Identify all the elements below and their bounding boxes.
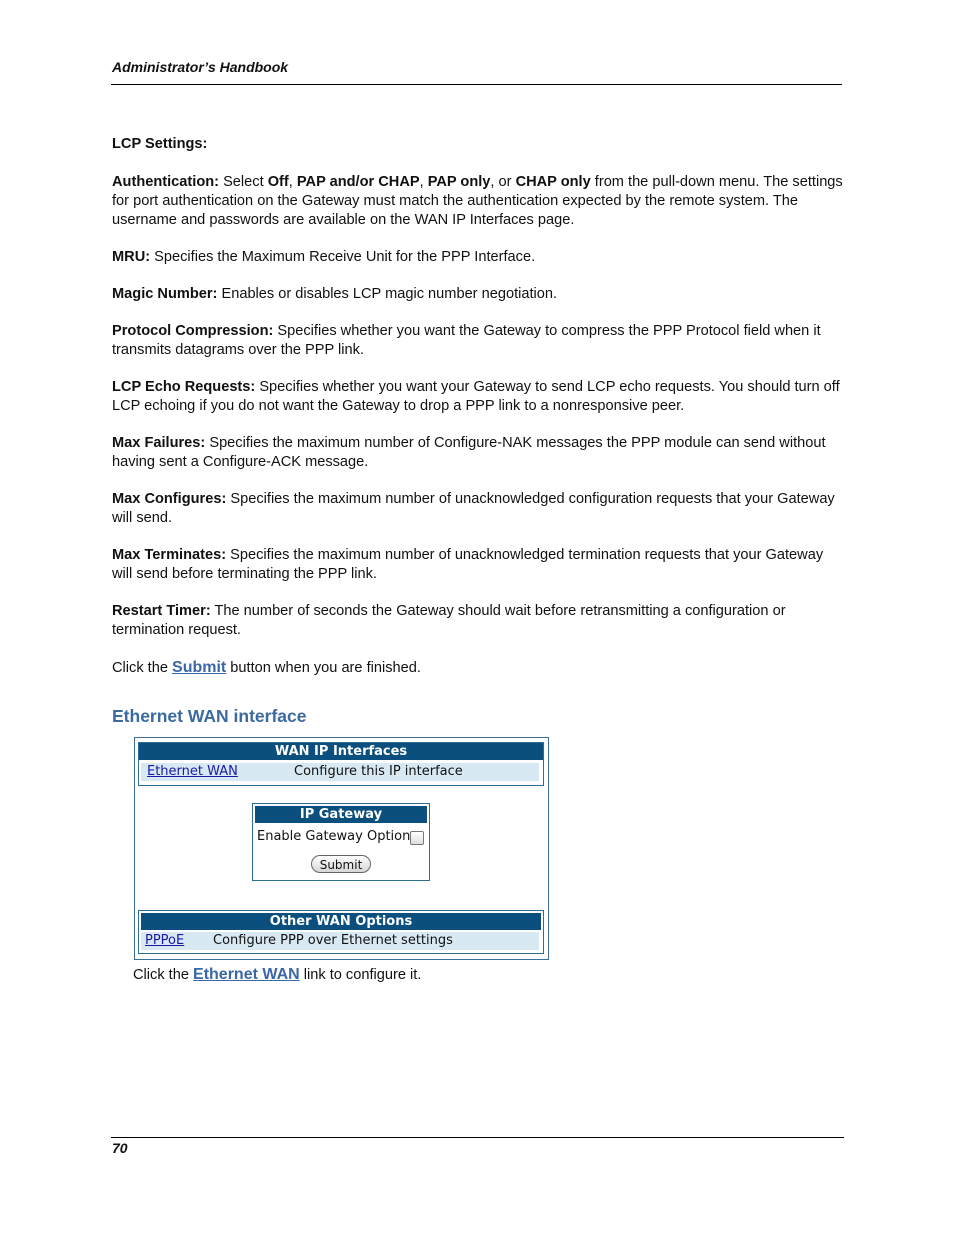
option-chap-only: CHAP only bbox=[515, 174, 591, 190]
figure-caption bbox=[133, 966, 421, 984]
submit-link[interactable]: Submit bbox=[172, 659, 227, 676]
wan-ip-interfaces-header: WAN IP Interfaces bbox=[139, 743, 543, 760]
other-wan-options-panel bbox=[138, 910, 544, 954]
authentication-description: from the pull-down menu. The settings for port authentication on the Gateway must match the authentication expected by the remote system. The username and passwords are available on the WAN IP Interfaces page. bbox=[112, 174, 843, 228]
lcp-echo-term: LCP Echo Requests: bbox=[112, 379, 256, 395]
footer-rule bbox=[111, 1137, 844, 1138]
ip-gateway-panel bbox=[252, 803, 430, 881]
running-header: Administrator’s Handbook bbox=[112, 59, 289, 75]
section-title: Ethernet WAN interface bbox=[112, 706, 307, 726]
lcp-settings-section bbox=[112, 135, 843, 696]
magic-number-term: Magic Number: bbox=[112, 286, 218, 302]
max-configures-term: Max Configures: bbox=[112, 491, 227, 507]
text-fragment: Click the bbox=[112, 660, 173, 676]
magic-number-paragraph bbox=[112, 285, 843, 304]
protocol-compression-paragraph bbox=[112, 322, 843, 360]
enable-gateway-label: Enable Gateway Option bbox=[257, 829, 411, 844]
text-fragment: Click the bbox=[133, 967, 194, 983]
ip-gateway-header: IP Gateway bbox=[255, 806, 427, 823]
mru-paragraph bbox=[112, 248, 843, 267]
authentication-term: Authentication: bbox=[112, 174, 220, 190]
max-failures-description: Specifies the maximum number of Configure-NAK messages the PPP module can send without having sent a Configure-ACK message. bbox=[112, 435, 826, 470]
submit-instruction bbox=[112, 658, 843, 678]
text-fragment: , bbox=[419, 174, 428, 190]
max-terminates-paragraph bbox=[112, 546, 843, 584]
protocol-compression-term: Protocol Compression: bbox=[112, 323, 274, 339]
text-fragment: , bbox=[288, 174, 297, 190]
header-rule bbox=[111, 84, 842, 85]
ethernet-wan-link[interactable]: Ethernet WAN bbox=[147, 764, 238, 779]
wan-ip-row-description: Configure this IP interface bbox=[294, 764, 463, 779]
wan-ip-interfaces-panel bbox=[138, 742, 544, 786]
max-terminates-term: Max Terminates: bbox=[112, 547, 227, 563]
other-wan-row bbox=[141, 932, 539, 950]
text-fragment: button when you are finished. bbox=[226, 660, 421, 676]
lcp-echo-description: Specifies whether you want your Gateway to send LCP echo requests. You should turn off LCP echoing if you do not want the Gateway to drop a PPP link to a nonresponsive peer. bbox=[112, 379, 840, 414]
max-configures-paragraph bbox=[112, 490, 843, 528]
text-fragment: Select bbox=[219, 174, 268, 190]
restart-timer-term: Restart Timer: bbox=[112, 603, 211, 619]
option-off: Off bbox=[267, 174, 289, 190]
protocol-compression-description: Specifies whether you want the Gateway to compress the PPP Protocol field when it transmits datagrams over the PPP link. bbox=[112, 323, 821, 358]
pppoe-link[interactable]: PPPoE bbox=[145, 933, 185, 948]
text-fragment: , or bbox=[490, 174, 516, 190]
wan-config-screenshot bbox=[134, 737, 549, 960]
authentication-paragraph bbox=[112, 173, 843, 230]
max-configures-description: Specifies the maximum number of unacknowledged configuration requests that your Gateway will send. bbox=[112, 491, 835, 526]
page-number: 70 bbox=[112, 1140, 128, 1156]
enable-gateway-checkbox[interactable] bbox=[410, 831, 424, 845]
max-terminates-description: Specifies the maximum number of unacknowledged termination requests that your Gateway will send before terminating the PPP link. bbox=[112, 547, 824, 582]
max-failures-term: Max Failures: bbox=[112, 435, 206, 451]
text-fragment: link to configure it. bbox=[299, 967, 422, 983]
other-wan-options-header: Other WAN Options bbox=[141, 913, 541, 930]
restart-timer-description: The number of seconds the Gateway should wait before retransmitting a configuration or termination request. bbox=[112, 603, 786, 638]
option-pap-only: PAP only bbox=[427, 174, 491, 190]
other-wan-row-description: Configure PPP over Ethernet settings bbox=[213, 933, 453, 948]
max-failures-paragraph bbox=[112, 434, 843, 472]
lcp-settings-title: LCP Settings: bbox=[112, 136, 208, 152]
wan-ip-row bbox=[141, 763, 539, 781]
lcp-echo-paragraph bbox=[112, 378, 843, 416]
magic-number-description: Enables or disables LCP magic number negotiation. bbox=[217, 286, 558, 302]
ethernet-wan-caption-link[interactable]: Ethernet WAN bbox=[193, 966, 300, 983]
gateway-submit-button[interactable]: Submit bbox=[311, 855, 371, 873]
mru-description: Specifies the Maximum Receive Unit for the PPP Interface. bbox=[150, 249, 536, 265]
option-pap-chap: PAP and/or CHAP bbox=[296, 174, 420, 190]
mru-term: MRU: bbox=[112, 249, 151, 265]
restart-timer-paragraph bbox=[112, 602, 843, 640]
